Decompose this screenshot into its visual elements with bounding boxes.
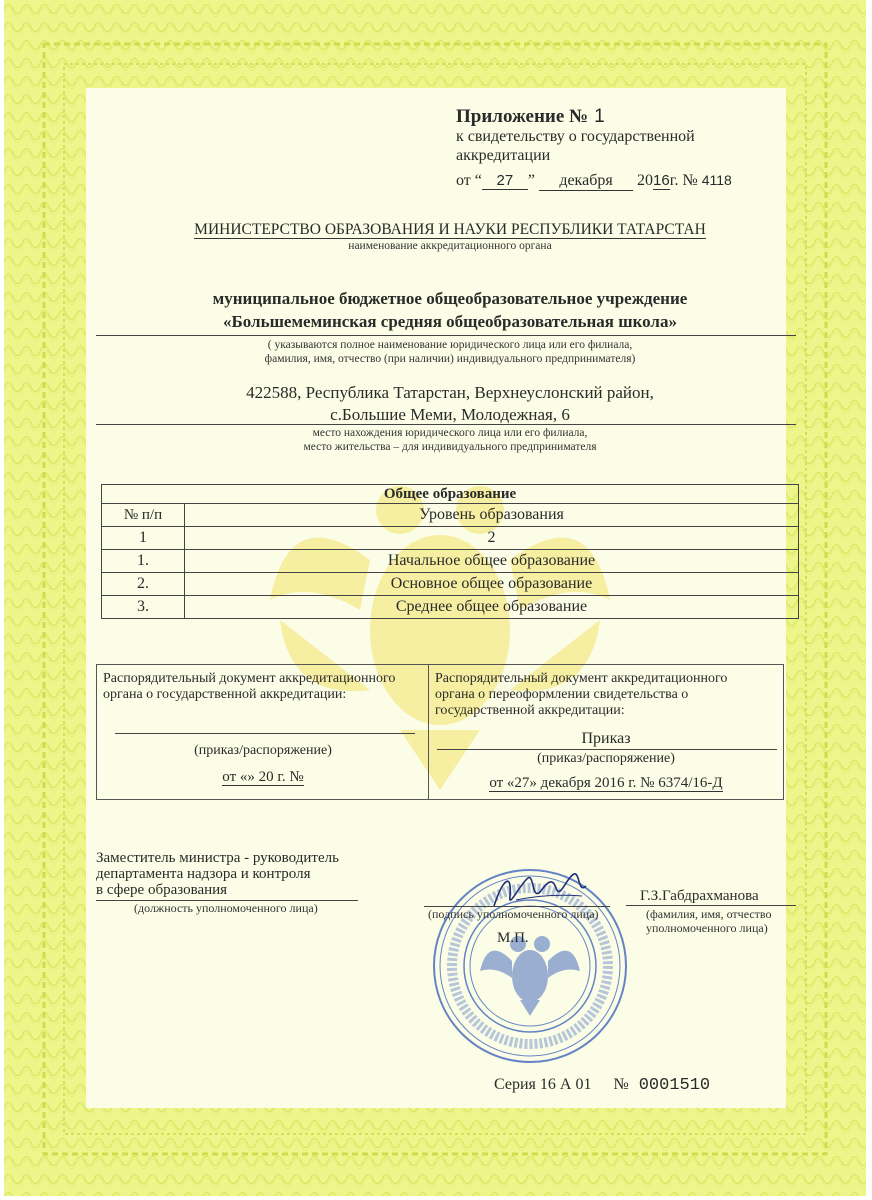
organization-caption: ( указываются полное наименование юридического лица или его филиала, фамилия, имя, отчество (при наличии) индивидуального предпринимателя) [264,339,636,365]
blank-number: 0001510 [638,1076,711,1095]
address-line-2: с.Большие Меми, Молодежная, 6 [330,405,570,424]
table-row: 2. Основное общее образование [102,573,799,596]
appendix-line-2: аккредитации [456,147,551,164]
accreditation-document: Распорядительный документ аккредитационного органа о государственной аккредитации: (приказ/распоряжение) от «» 20 г. № [97,665,429,799]
organization-block [100,287,800,333]
address-caption: место нахождения юридического лица или его филиала, место жительства – для индивидуального предпринимателя [303,427,597,453]
education-table [101,484,799,619]
table-title: Общее образование [102,485,799,504]
organization-line-1: муниципальное бюджетное общеобразовательное учреждение [212,289,688,308]
name-caption: (фамилия, имя, отчество уполномоченного лица) [646,907,772,935]
col-index-2: 2 [185,527,799,550]
appendix-title: Приложение № 1 [456,106,605,127]
documents-box [96,664,784,800]
authority-block [100,221,800,252]
table-row: 3. Среднее общее образование [102,596,799,619]
table-row: 1. Начальное общее образование [102,550,799,573]
authority-name: МИНИСТЕРСТВО ОБРАЗОВАНИЯ И НАУКИ РЕСПУБЛИКИ ТАТАРСТАН [194,221,706,238]
address-line-1: 422588, Республика Татарстан, Верхнеуслонский район, [246,383,654,402]
appendix-line-1: к свидетельству о государственной [456,128,695,145]
signatory-position: Заместитель министра - руководитель департамента надзора и контроля в сфере образования [96,850,339,898]
series-number: Серия 16 А 01 № 0001510 [494,1076,711,1095]
authority-caption: наименование аккредитационного органа [348,240,552,252]
appendix-date: от “ 27 ” декабря 2016г. № 4118 [456,172,732,189]
reissue-document: Распорядительный документ аккредитационного органа о переоформлении свидетельства о государственной аккредитации: Приказ (приказ/распоряжение) от «27» декабря 2016 г. № 6374/16-Д [429,665,783,799]
col-num-header: № п/п [102,504,185,527]
col-level-header: Уровень образования [185,504,799,527]
col-index-1: 1 [102,527,185,550]
seal-place-label: М.П. [497,930,529,946]
signature-caption: (подпись уполномоченного лица) [428,907,599,921]
organization-line-2: «Большемеминская средняя общеобразовательная школа» [223,312,677,331]
address-block [100,382,800,426]
position-caption: (должность уполномоченного лица) [134,901,318,915]
signatory-name: Г.З.Габдрахманова [640,888,759,904]
